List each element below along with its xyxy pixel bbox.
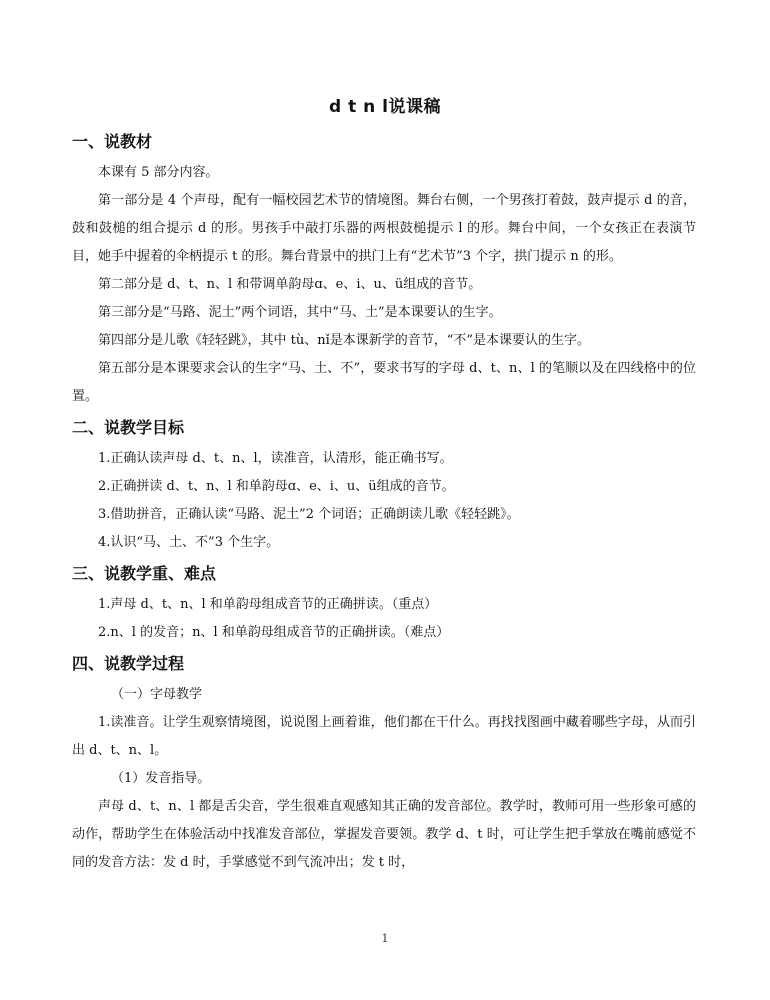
paragraph: 第三部分是“马路、泥土”两个词语，其中“马、土”是本课要认的生字。 [98, 305, 502, 320]
page-number: 1 [381, 932, 389, 945]
section-heading: 一、说教材 [72, 132, 153, 151]
paragraph: 声母 d、t、n、l 都是舌尖音，学生很难直观感知其正确的发音部位。教学时，教师可用一些形象可感的动作，帮助学生在体验活动中找准发音部位，掌握发音要领。教学 d、t 时，可让学生把手掌放在嘴前感觉不同的发音方法：发 d 时，手掌感觉不到气流冲出；发 t 时， [72, 799, 696, 870]
paragraph: 第五部分是本课要求会认的生字“马、土、不”，要求书写的字母 d、t、n、l 的笔顺以及在四线格中的位置。 [72, 361, 696, 404]
list-item: 1.正确认读声母 d、t、n、l，读准音，认清形，能正确书写。 [98, 451, 453, 466]
list-item: 1.声母 d、t、n、l 和单韵母组成音节的正确拼读。（重点） [98, 597, 438, 612]
list-item: 4.认识“马、土、不”3 个生字。 [98, 535, 280, 550]
subheading: （1）发音指导。 [111, 771, 211, 786]
list-item: 2.正确拼读 d、t、n、l 和单韵母ɑ、e、i、u、ü组成的音节。 [98, 479, 455, 494]
paragraph: 本课有 5 部分内容。 [98, 165, 219, 180]
list-item: 2.n、l 的发音；n、l 和单韵母组成音节的正确拼读。（难点） [98, 625, 450, 640]
document-body [72, 125, 696, 877]
paragraph: 第四部分是儿歌《轻轻跳》，其中 tù、nǐ是本课新学的音节，“不”是本课要认的生字。 [98, 333, 591, 348]
section-heading: 二、说教学目标 [72, 418, 185, 437]
paragraph: 1.读准音。让学生观察情境图，说说图上画着谁，他们都在干什么。再找找图画中藏着哪些字母，从而引出 d、t、n、l。 [72, 715, 696, 758]
subheading: （一）字母教学 [111, 687, 203, 702]
section-heading: 四、说教学过程 [72, 654, 185, 673]
list-item: 3.借助拼音，正确认读“马路、泥土”2 个词语；正确朗读儿歌《轻轻跳》。 [98, 507, 520, 522]
paragraph: 第二部分是 d、t、n、l 和带调单韵母ɑ、e、i、u、ü组成的音节。 [98, 277, 482, 292]
document-title: d t n l说课稿 [329, 97, 441, 117]
section-heading: 三、说教学重、难点 [72, 564, 217, 583]
paragraph: 第一部分是 4 个声母，配有一幅校园艺术节的情境图。舞台右侧，一个男孩打着鼓，鼓声提示 d 的音，鼓和鼓槌的组合提示 d 的形。男孩手中敲打乐器的两根鼓槌提示 l 的形。舞台中间，一个女孩正在表演节目，她手中握着的伞柄提示 t 的形。舞台背景中的拱门上有“艺术节”3 个字，拱门提示 n 的形。 [72, 193, 696, 264]
